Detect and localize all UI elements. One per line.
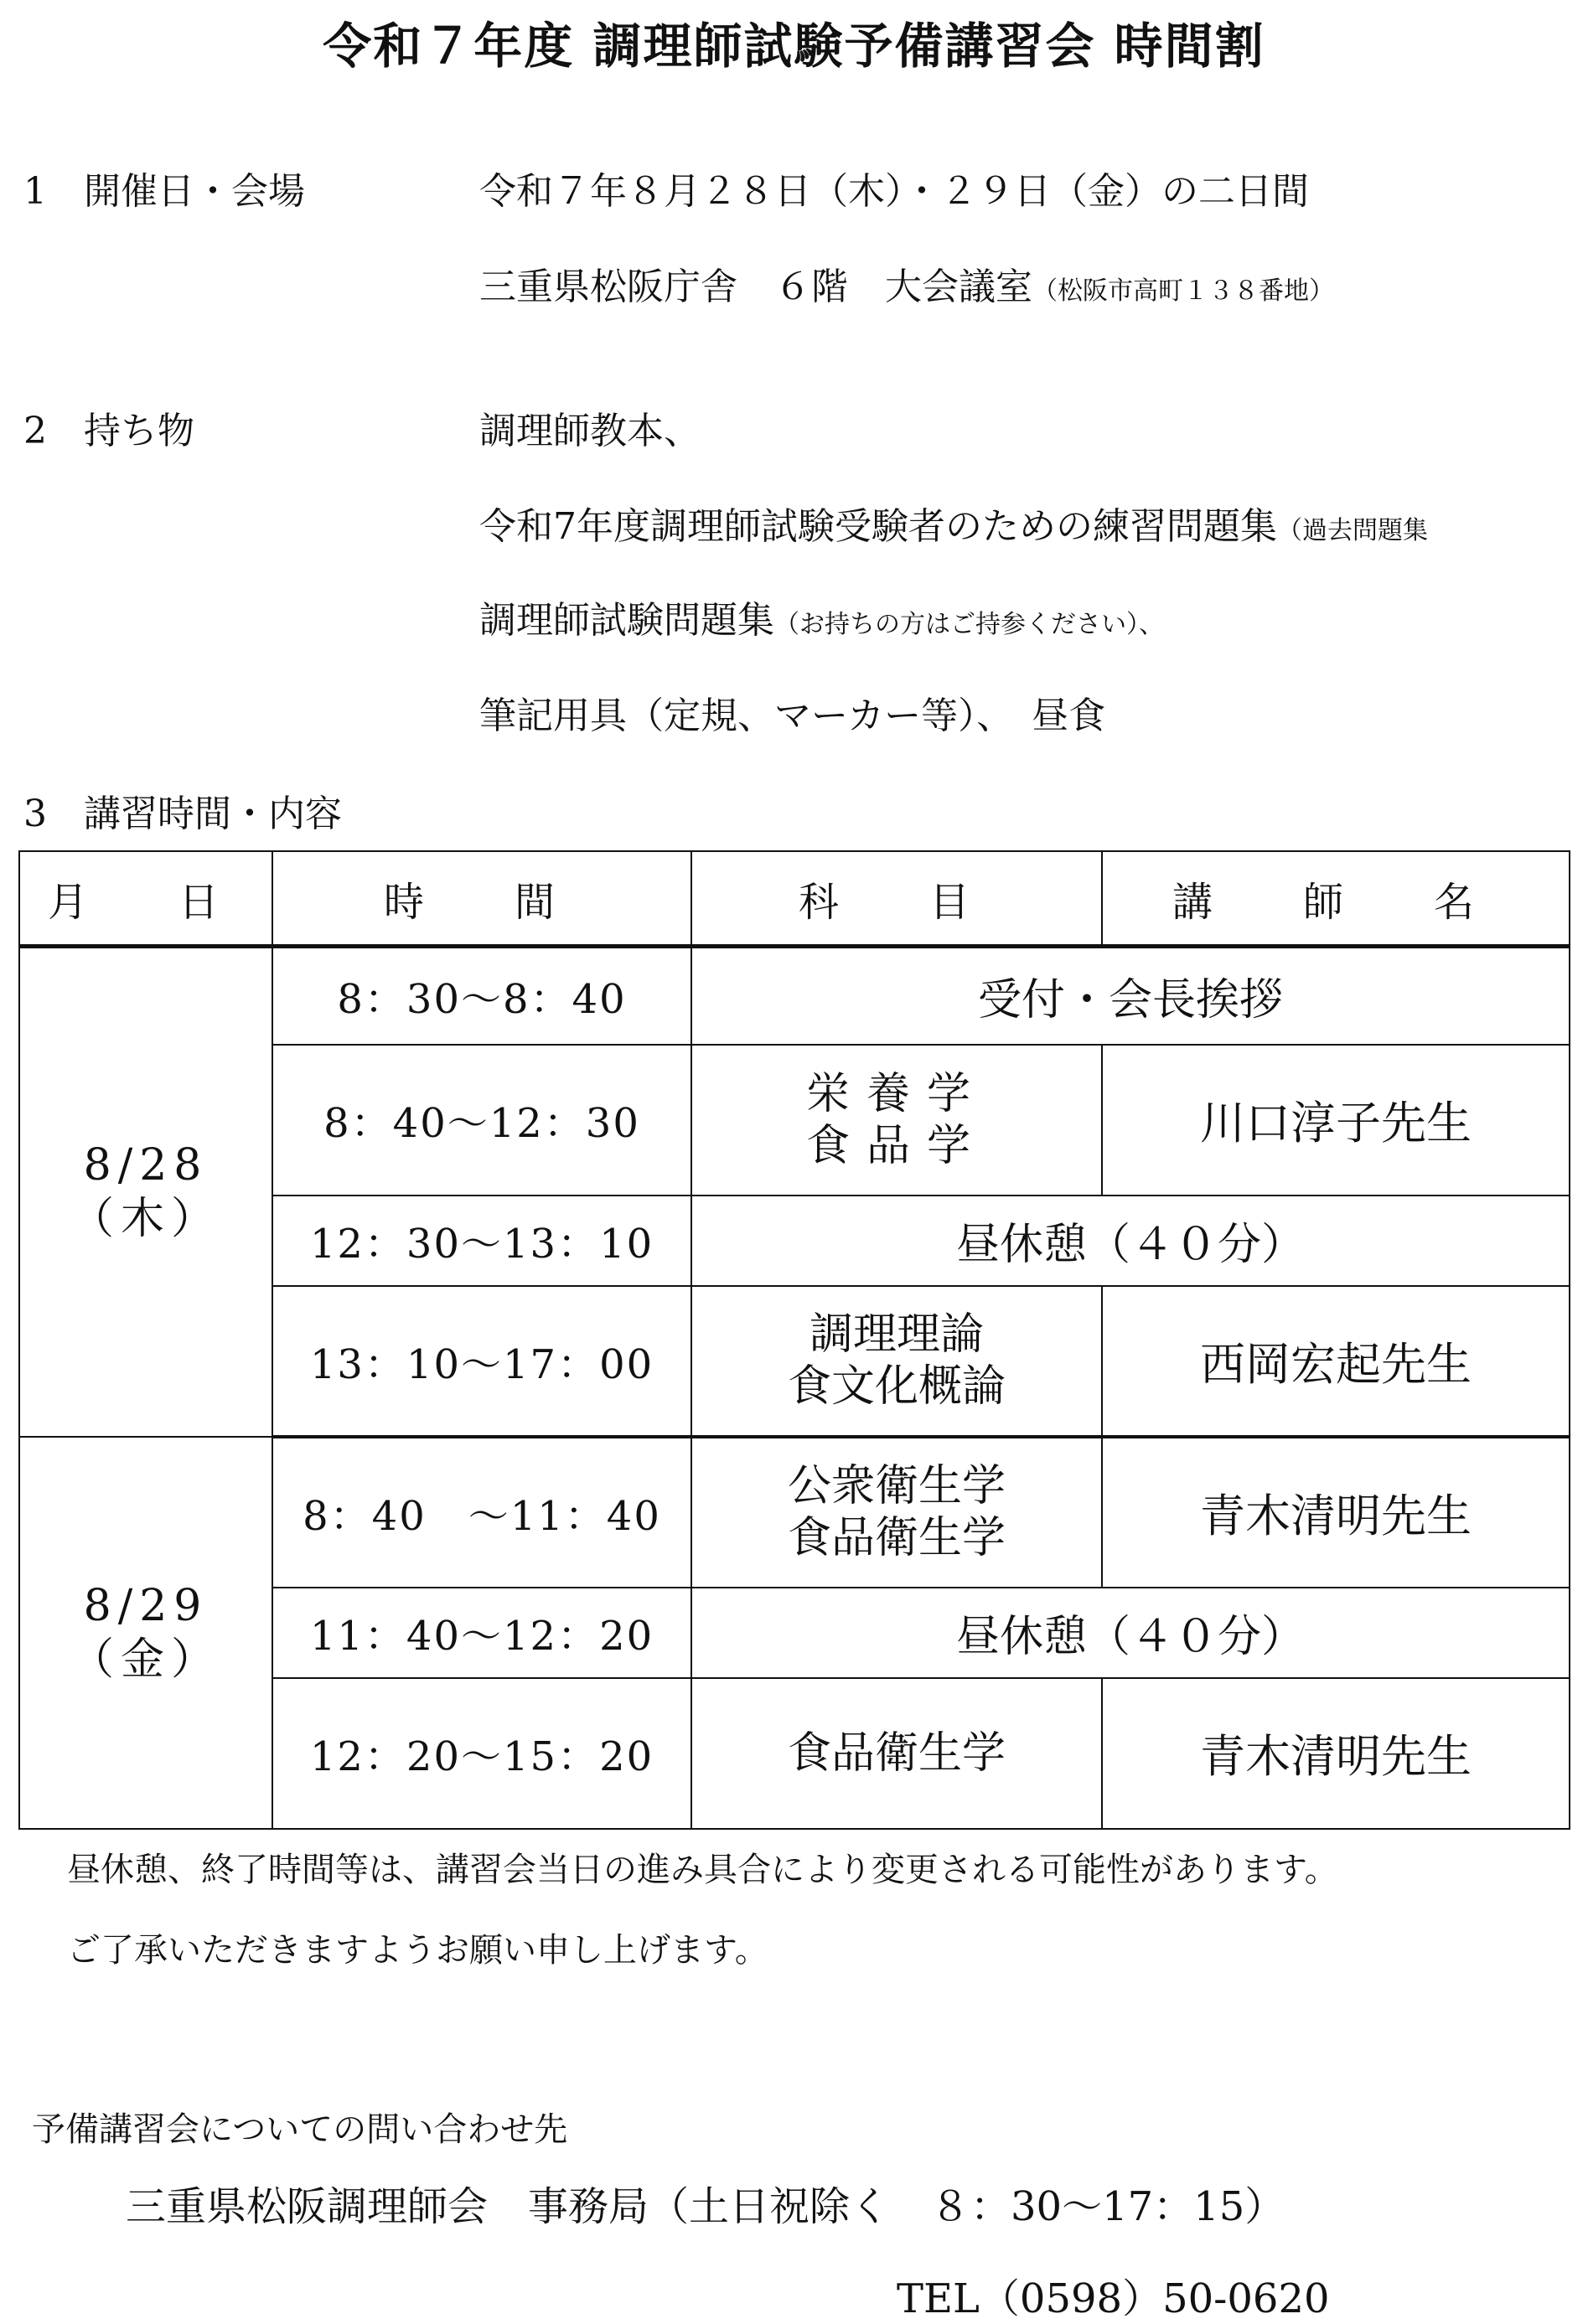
subject-cell	[691, 1437, 1102, 1588]
header-teacher: 講 師 名	[1102, 851, 1570, 947]
header-date: 月 日	[19, 851, 272, 947]
exam-book-title: 調理師試験問題集	[479, 599, 774, 642]
section2-label: 2 持ち物	[23, 410, 194, 452]
time-cell: 8：40 〜11：40	[272, 1437, 691, 1588]
weekday-day1: （木）	[70, 1193, 221, 1244]
practice-book-note: （過去問題集	[1277, 516, 1428, 545]
subject-line: 食品学	[805, 1120, 987, 1171]
lunch-break-cell: 昼休憩（４０分）	[691, 1588, 1570, 1678]
note-line-2: ご了承いただきますようお願い申し上げます。	[67, 1931, 768, 1970]
table-row	[19, 947, 1570, 1045]
item-exam-book	[479, 590, 1164, 643]
item-stationery-lunch: 筆記用具（定規、マーカー等）、 昼食	[479, 695, 1106, 737]
contact-organization: 三重県松阪調理師会 事務局（土日祝除く ８：30〜17：15）	[126, 2183, 1285, 2230]
time-cell: 13：10〜17：00	[272, 1286, 691, 1437]
item-practice-book	[479, 496, 1428, 550]
subject-line: 食文化概論	[787, 1361, 1006, 1412]
section1-label: 1 開催日・会場	[23, 170, 305, 213]
item-textbook: 調理師教本、	[479, 410, 701, 452]
subject-line: 公衆衛生学	[787, 1461, 1006, 1511]
date-day1: 8/28	[83, 1139, 209, 1190]
header-subject: 科 目	[691, 851, 1102, 947]
teacher-cell: 青木清明先生	[1102, 1437, 1570, 1588]
section3-label: 3 講習時間・内容	[23, 793, 342, 835]
weekday-day2: （金）	[70, 1634, 221, 1685]
reception-cell: 受付・会長挨拶	[691, 947, 1570, 1045]
event-date: 令和７年８月２８日（木）・２９日（金）の二日間	[479, 170, 1309, 213]
date-cell-day1	[19, 947, 272, 1437]
teacher-cell: 青木清明先生	[1102, 1678, 1570, 1829]
subject-cell	[691, 1045, 1102, 1196]
table-header-row	[19, 851, 1570, 947]
time-cell: 8：30〜8：40	[272, 947, 691, 1045]
venue-name: 三重県松阪庁舎 ６階 大会議室	[479, 266, 1032, 308]
teacher-cell: 川口淳子先生	[1102, 1045, 1570, 1196]
teacher-cell: 西岡宏起先生	[1102, 1286, 1570, 1437]
time-cell: 11：40〜12：20	[272, 1588, 691, 1678]
table-row	[19, 1437, 1570, 1588]
venue-address: （松阪市高町１３８番地）	[1032, 276, 1334, 306]
contact-tel: TEL（0598）50-0620	[897, 2275, 1330, 2322]
subject-cell	[691, 1286, 1102, 1437]
practice-book-title: 令和7年度調理師試験受験者のための練習問題集	[479, 505, 1277, 548]
lunch-break-cell: 昼休憩（４０分）	[691, 1196, 1570, 1286]
subject-cell: 食品衛生学	[691, 1678, 1102, 1829]
subject-line: 栄養学	[805, 1068, 987, 1119]
contact-heading: 予備講習会についての問い合わせ先	[32, 2110, 568, 2149]
date-day2: 8/29	[83, 1580, 209, 1631]
time-cell: 12：20〜15：20	[272, 1678, 691, 1829]
date-cell-day2	[19, 1437, 272, 1829]
schedule-table	[18, 850, 1570, 1830]
page-title: 令和７年度 調理師試験予備講習会 時間割	[323, 18, 1265, 75]
subject-line: 食品衛生学	[787, 1513, 1006, 1563]
time-cell: 8：40〜12：30	[272, 1045, 691, 1196]
time-cell: 12：30〜13：10	[272, 1196, 691, 1286]
note-line-1: 昼休憩、終了時間等は、講習会当日の進み具合により変更される可能性があります。	[67, 1851, 1338, 1889]
header-time: 時 間	[272, 851, 691, 947]
subject-line: 調理理論	[809, 1309, 984, 1360]
event-venue	[479, 256, 1334, 310]
exam-book-note: （お持ちの方はご持参ください）、	[774, 610, 1164, 639]
